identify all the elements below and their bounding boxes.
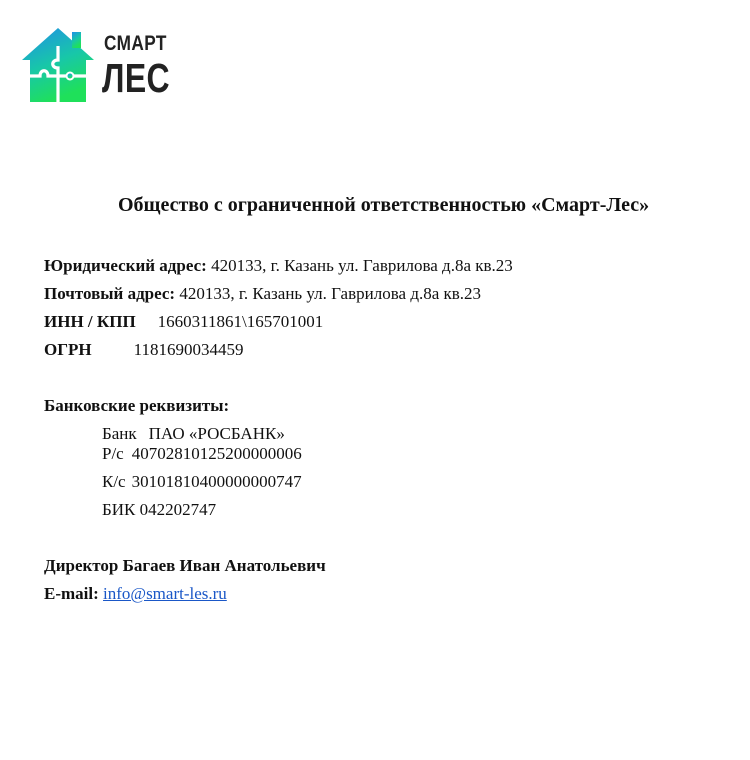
correspondent-account-line	[102, 472, 302, 492]
bank-details-heading: Банковские реквизиты:	[44, 396, 230, 415]
ogrn-value: 1181690034459	[133, 340, 244, 359]
legal-address-label: Юридический адрес:	[44, 256, 207, 275]
company-logo	[20, 26, 170, 106]
bank-value: ПАО «РОСБАНК»	[148, 424, 285, 443]
bank-label: Банк	[102, 424, 137, 443]
legal-address-line	[44, 256, 513, 276]
bik-value: 042202747	[139, 500, 217, 519]
postal-address-label: Почтовый адрес:	[44, 284, 176, 303]
email-label: E-mail:	[44, 584, 99, 603]
account-value: 40702810125200000006	[131, 444, 302, 463]
corr-label: К/с	[102, 472, 126, 491]
postal-address-line	[44, 284, 481, 304]
director-name: Директор Багаев Иван Анатольевич	[44, 556, 326, 575]
logo-word-top: СМАРТ	[104, 32, 167, 55]
corr-value: 30101810400000000747	[131, 472, 302, 491]
settlement-account-line	[102, 444, 302, 464]
inn-kpp-label: ИНН / КПП	[44, 312, 136, 331]
bank-name-line	[102, 424, 285, 444]
bik-line	[102, 500, 216, 520]
email-line	[44, 584, 227, 604]
bik-label: БИК	[102, 500, 136, 519]
house-puzzle-icon	[20, 26, 96, 104]
legal-address-value: 420133, г. Казань ул. Гаврилова д.8а кв.23	[211, 256, 513, 275]
ogrn-label: ОГРН	[44, 340, 92, 359]
ogrn-line	[44, 340, 244, 360]
bank-details-heading-line	[44, 396, 229, 416]
postal-address-value: 420133, г. Казань ул. Гаврилова д.8а кв.23	[179, 284, 482, 303]
inn-kpp-line	[44, 312, 323, 332]
director-line	[44, 556, 326, 576]
logo-word-bottom: ЛЕС	[102, 55, 171, 101]
inn-kpp-value: 1660311861\165701001	[157, 312, 324, 331]
account-label: Р/с	[102, 444, 124, 463]
document-title: Общество с ограниченной ответственностью «Смарт-Лес»	[118, 194, 650, 216]
email-link[interactable]: info@smart-les.ru	[103, 584, 227, 603]
